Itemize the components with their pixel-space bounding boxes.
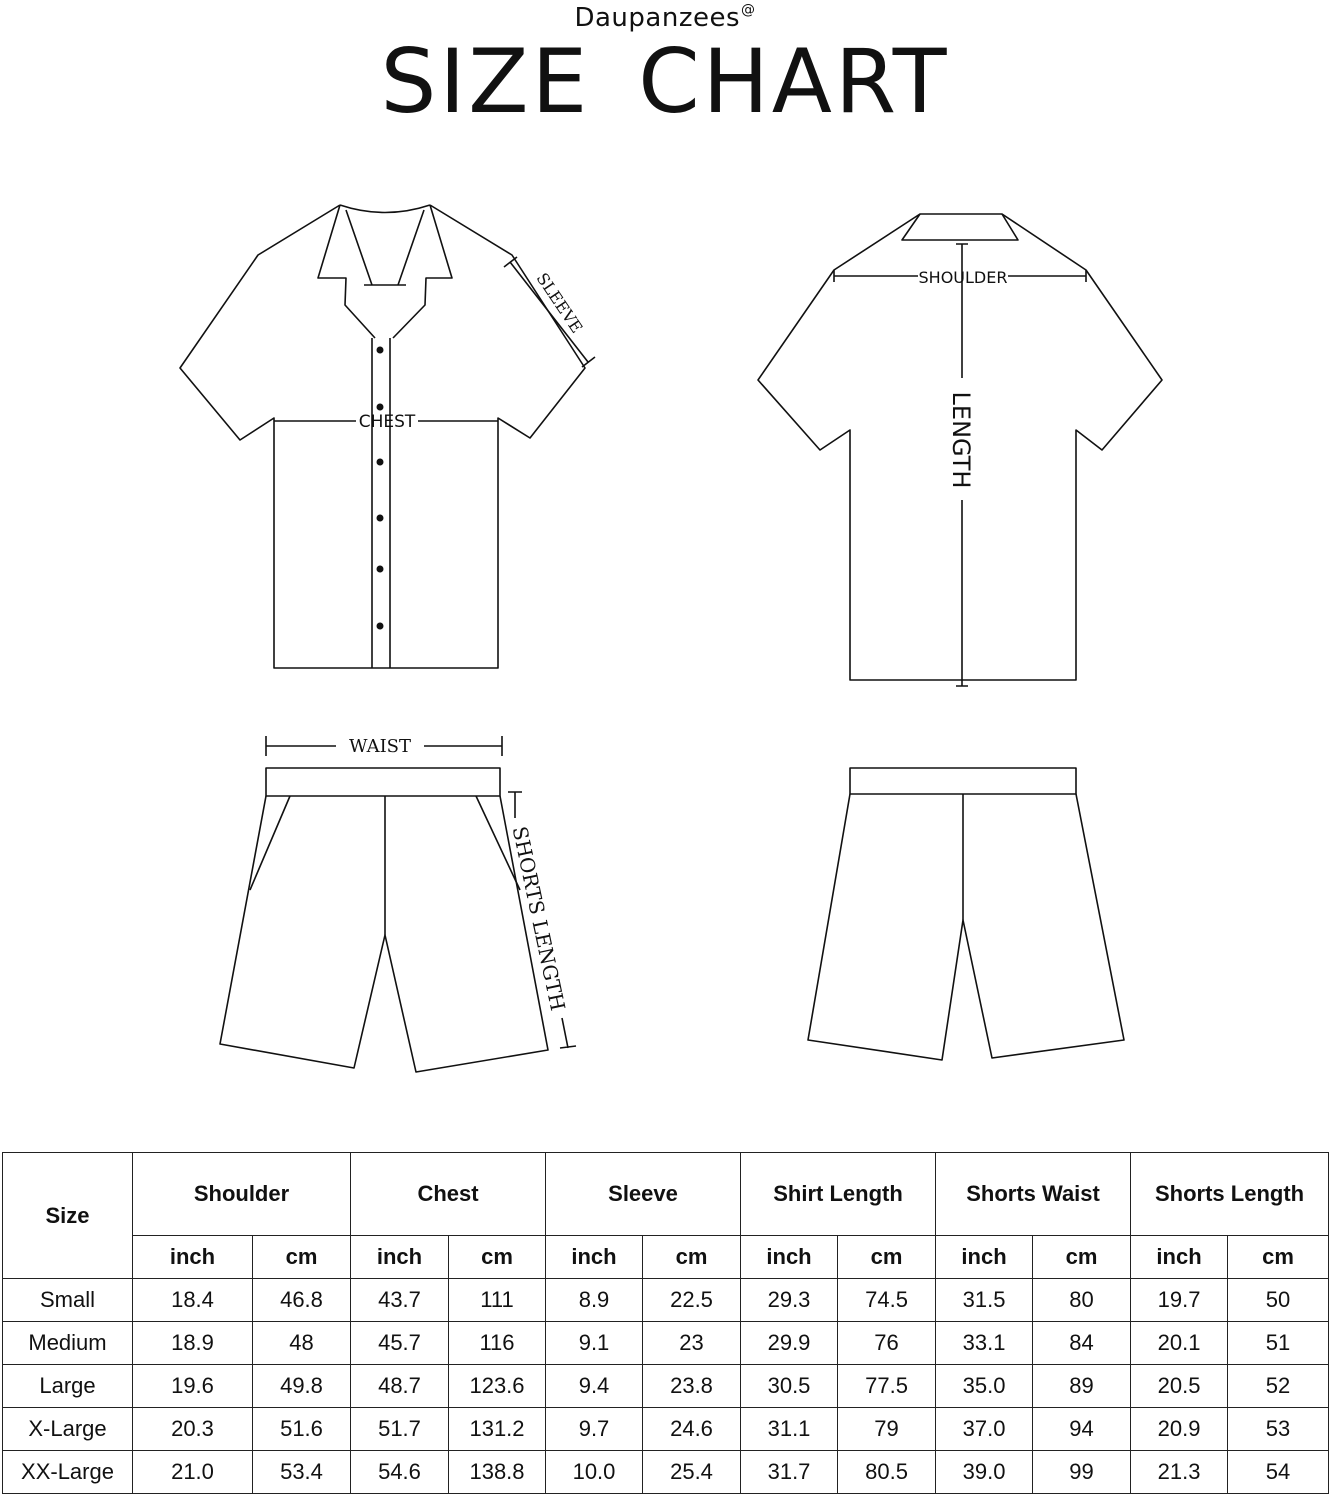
value-cell: 48	[253, 1322, 351, 1365]
value-cell: 50	[1228, 1279, 1329, 1322]
unit-cm: cm	[1033, 1236, 1131, 1279]
value-cell: 79	[838, 1408, 936, 1451]
value-cell: 25.4	[643, 1451, 741, 1494]
value-cell: 54	[1228, 1451, 1329, 1494]
table-row	[3, 1279, 1329, 1322]
size-table	[2, 1152, 1329, 1494]
value-cell: 9.1	[546, 1322, 643, 1365]
value-cell: 138.8	[449, 1451, 546, 1494]
unit-inch: inch	[936, 1236, 1033, 1279]
value-cell: 9.7	[546, 1408, 643, 1451]
value-cell: 46.8	[253, 1279, 351, 1322]
shorts-back-illustration	[808, 768, 1124, 1060]
value-cell: 9.4	[546, 1365, 643, 1408]
value-cell: 52	[1228, 1365, 1329, 1408]
value-cell: 111	[449, 1279, 546, 1322]
column-header: Shorts Waist	[936, 1153, 1131, 1236]
unit-cm: cm	[838, 1236, 936, 1279]
value-cell: 19.7	[1131, 1279, 1228, 1322]
table-row	[3, 1365, 1329, 1408]
value-cell: 19.6	[133, 1365, 253, 1408]
value-cell: 31.5	[936, 1279, 1033, 1322]
value-cell: 8.9	[546, 1279, 643, 1322]
waist-label: WAIST	[348, 736, 412, 757]
value-cell: 99	[1033, 1451, 1131, 1494]
value-cell: 31.7	[741, 1451, 838, 1494]
value-cell: 94	[1033, 1408, 1131, 1451]
value-cell: 51	[1228, 1322, 1329, 1365]
shorts-length-label: SHORTS LENGTH	[507, 824, 571, 1013]
value-cell: 31.1	[741, 1408, 838, 1451]
unit-inch: inch	[546, 1236, 643, 1279]
brand-mark: @	[741, 2, 756, 18]
value-cell: 20.5	[1131, 1365, 1228, 1408]
value-cell: 76	[838, 1322, 936, 1365]
value-cell: 33.1	[936, 1322, 1033, 1365]
value-cell: 24.6	[643, 1408, 741, 1451]
table-row	[3, 1451, 1329, 1494]
value-cell: 51.6	[253, 1408, 351, 1451]
value-cell: 45.7	[351, 1322, 449, 1365]
shirt-front-illustration	[180, 205, 585, 668]
table-row	[3, 1408, 1329, 1451]
value-cell: 80.5	[838, 1451, 936, 1494]
value-cell: 80	[1033, 1279, 1131, 1322]
value-cell: 77.5	[838, 1365, 936, 1408]
unit-inch: inch	[351, 1236, 449, 1279]
value-cell: 74.5	[838, 1279, 936, 1322]
value-cell: 51.7	[351, 1408, 449, 1451]
unit-inch: inch	[741, 1236, 838, 1279]
size-header: Size	[3, 1153, 133, 1279]
table-row	[3, 1322, 1329, 1365]
value-cell: 20.3	[133, 1408, 253, 1451]
unit-header-row	[3, 1236, 1329, 1279]
value-cell: 123.6	[449, 1365, 546, 1408]
value-cell: 116	[449, 1322, 546, 1365]
chest-label: CHEST	[358, 412, 416, 432]
value-cell: 18.4	[133, 1279, 253, 1322]
page-title: SIZE CHART	[380, 30, 950, 133]
value-cell: 23.8	[643, 1365, 741, 1408]
value-cell: 53	[1228, 1408, 1329, 1451]
shorts-front-illustration	[220, 768, 548, 1072]
shirt-buttons	[377, 347, 384, 630]
size-cell: Large	[3, 1365, 133, 1408]
unit-cm: cm	[1228, 1236, 1329, 1279]
value-cell: 21.0	[133, 1451, 253, 1494]
unit-cm: cm	[449, 1236, 546, 1279]
sleeve-label: SLEEVE	[532, 269, 587, 337]
column-header: Chest	[351, 1153, 546, 1236]
value-cell: 10.0	[546, 1451, 643, 1494]
value-cell: 49.8	[253, 1365, 351, 1408]
value-cell: 37.0	[936, 1408, 1033, 1451]
value-cell: 30.5	[741, 1365, 838, 1408]
size-cell: Small	[3, 1279, 133, 1322]
value-cell: 20.1	[1131, 1322, 1228, 1365]
value-cell: 20.9	[1131, 1408, 1228, 1451]
unit-inch: inch	[1131, 1236, 1228, 1279]
value-cell: 23	[643, 1322, 741, 1365]
table-header-row	[3, 1153, 1329, 1236]
value-cell: 48.7	[351, 1365, 449, 1408]
shoulder-label: SHOULDER	[918, 268, 1008, 287]
unit-inch: inch	[133, 1236, 253, 1279]
unit-cm: cm	[253, 1236, 351, 1279]
value-cell: 39.0	[936, 1451, 1033, 1494]
value-cell: 35.0	[936, 1365, 1033, 1408]
value-cell: 21.3	[1131, 1451, 1228, 1494]
value-cell: 54.6	[351, 1451, 449, 1494]
value-cell: 131.2	[449, 1408, 546, 1451]
length-label: LENGTH	[947, 391, 975, 489]
brand-name: Daupanzees@	[574, 2, 756, 33]
column-header: Shoulder	[133, 1153, 351, 1236]
column-header: Shorts Length	[1131, 1153, 1329, 1236]
value-cell: 84	[1033, 1322, 1131, 1365]
size-cell: XX-Large	[3, 1451, 133, 1494]
unit-cm: cm	[643, 1236, 741, 1279]
value-cell: 89	[1033, 1365, 1131, 1408]
value-cell: 18.9	[133, 1322, 253, 1365]
column-header: Shirt Length	[741, 1153, 936, 1236]
size-cell: X-Large	[3, 1408, 133, 1451]
value-cell: 53.4	[253, 1451, 351, 1494]
value-cell: 43.7	[351, 1279, 449, 1322]
value-cell: 22.5	[643, 1279, 741, 1322]
value-cell: 29.9	[741, 1322, 838, 1365]
column-header: Sleeve	[546, 1153, 741, 1236]
value-cell: 29.3	[741, 1279, 838, 1322]
size-cell: Medium	[3, 1322, 133, 1365]
